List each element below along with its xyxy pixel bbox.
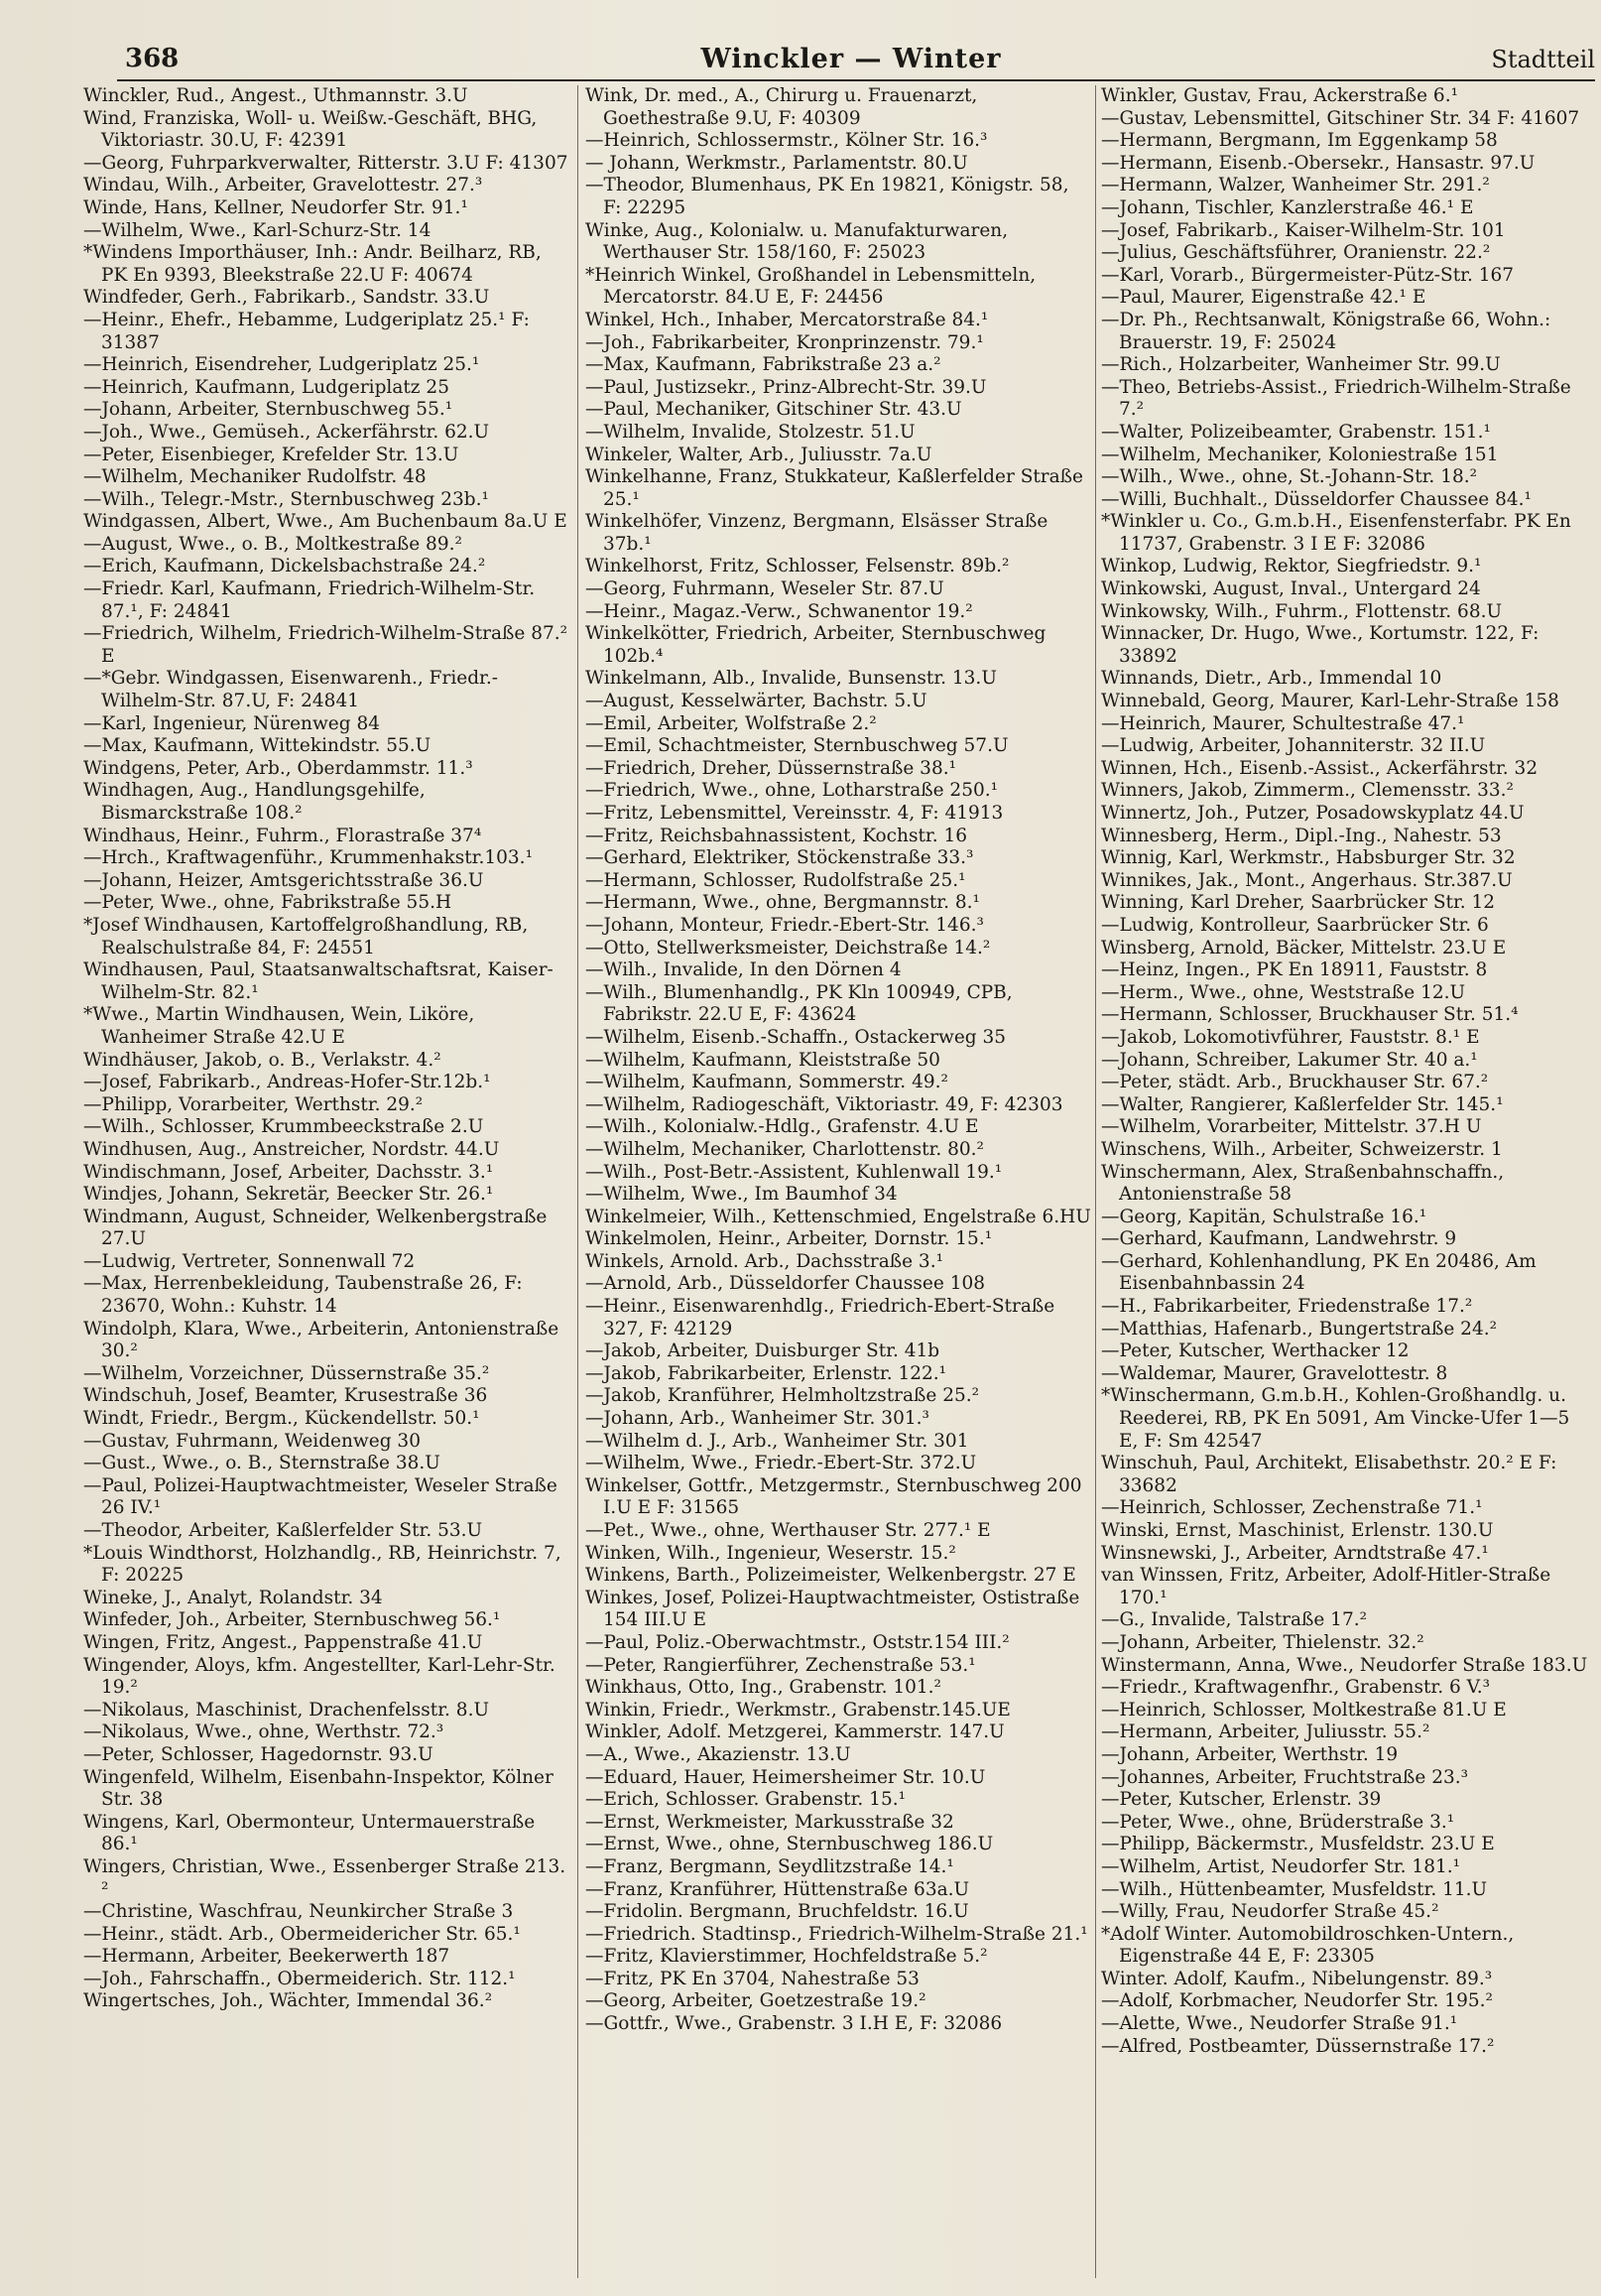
directory-entry: Winckler, Rud., Angest., Uthmannstr. 3.U bbox=[83, 85, 468, 106]
directory-entry: Wingender, Aloys, kfm. Angestellter, Karl-Lehr-Str. 19.² bbox=[83, 1654, 555, 1699]
directory-entry: Windschuh, Josef, Beamter, Krusestraße 36 bbox=[83, 1385, 488, 1407]
directory-entry: Windhaus, Heinr., Fuhrm., Florastraße 37⁴ bbox=[83, 825, 482, 846]
directory-entry: —Georg, Kapitän, Schulstraße 16.¹ bbox=[1101, 1206, 1427, 1227]
directory-entry: —August, Kesselwärter, Bachstr. 5.U bbox=[585, 691, 927, 712]
directory-entry: Winkelmeier, Wilh., Kettenschmied, Engelstraße 6.HU bbox=[585, 1206, 1091, 1227]
directory-entry: —Wilhelm, Vorarbeiter, Mittelstr. 37.H U bbox=[1101, 1116, 1482, 1138]
directory-entry: *Adolf Winter. Automobildroschken-Untern., Eigenstraße 44 E, F: 23305 bbox=[1101, 1923, 1515, 1968]
directory-entry: Winkelmolen, Heinr., Arbeiter, Dornstr. 15.¹ bbox=[585, 1228, 993, 1250]
directory-entry: —Wilhelm, Wwe., Im Baumhof 34 bbox=[585, 1184, 898, 1206]
directory-entry: —Matthias, Hafenarb., Bungertstraße 24.² bbox=[1101, 1318, 1498, 1339]
directory-entry: —Wilh., Hüttenbeamter, Musfeldstr. 11.U bbox=[1101, 1878, 1488, 1900]
directory-entry: —Theodor, Blumenhaus, PK En 19821, Königstr. 58, F: 22295 bbox=[585, 175, 1069, 218]
directory-entry: —Wilhelm, Kaufmann, Kleiststraße 50 bbox=[585, 1049, 940, 1071]
directory-entry: —Josef, Fabrikarb., Andreas-Hofer-Str.12b.¹ bbox=[83, 1072, 491, 1093]
directory-entry: —Wilhelm, Wwe., Friedr.-Ebert-Str. 372.U bbox=[585, 1453, 977, 1474]
directory-entry: —Johann, Arbeiter, Werthstr. 19 bbox=[1101, 1743, 1399, 1765]
directory-entry: —Heinrich, Eisendreher, Ludgeriplatz 25.¹ bbox=[83, 354, 480, 376]
directory-entry: —Johann, Heizer, Amtsgerichtsstraße 36.U bbox=[83, 869, 484, 891]
directory-entry: —August, Wwe., o. B., Moltkestraße 89.² bbox=[83, 533, 462, 555]
directory-entry: —Wilhelm, Vorzeichner, Düssernstraße 35.² bbox=[83, 1362, 490, 1384]
directory-entry: —Otto, Stellwerksmeister, Deichstraße 14.² bbox=[585, 937, 991, 958]
directory-entry: Winkelhorst, Fritz, Schlosser, Felsenstr. 89b.² bbox=[585, 556, 1010, 577]
directory-entry: Winschens, Wilh., Arbeiter, Schweizerstr. 1 bbox=[1101, 1138, 1503, 1160]
directory-entry: —Karl, Ingenieur, Nürenweg 84 bbox=[83, 712, 381, 734]
directory-entry: *Josef Windhausen, Kartoffelgroßhandlung, RB, Realschulstraße 84, F: 24551 bbox=[83, 914, 529, 958]
directory-entry: Windgassen, Albert, Wwe., Am Buchenbaum 8a.U E bbox=[83, 511, 567, 533]
directory-entry: —Hermann, Arbeiter, Juliusstr. 55.² bbox=[1101, 1722, 1430, 1743]
directory-entry: Winnesberg, Herm., Dipl.-Ing., Nahestr. 53 bbox=[1101, 825, 1502, 846]
directory-entry: —Joh., Wwe., Gemüseh., Ackerfährstr. 62.U bbox=[83, 421, 490, 443]
directory-entry: —Theo, Betriebs-Assist., Friedrich-Wilhelm-Straße 7.² bbox=[1101, 376, 1571, 421]
directory-entry: —Arnold, Arb., Düsseldorfer Chaussee 108 bbox=[585, 1273, 985, 1295]
directory-entry: Winnen, Hch., Eisenb.-Assist., Ackerfährstr. 32 bbox=[1101, 757, 1539, 779]
directory-entry: —Georg, Arbeiter, Goetzestraße 19.² bbox=[585, 1990, 926, 2012]
directory-entry: —Wilhelm, Mechaniker Rudolfstr. 48 bbox=[83, 466, 427, 488]
directory-entry: Winkhaus, Otto, Ing., Grabenstr. 101.² bbox=[585, 1677, 941, 1699]
directory-entry: —Ludwig, Kontrolleur, Saarbrücker Str. 6 bbox=[1101, 914, 1489, 936]
directory-entry: —Gustav, Lebensmittel, Gitschiner Str. 34 F: 41607 bbox=[1101, 107, 1580, 129]
directory-entry: Winkens, Barth., Polizeimeister, Welkenbergstr. 27 E bbox=[585, 1565, 1076, 1587]
directory-entry: —Max, Kaufmann, Fabrikstraße 23 a.² bbox=[585, 354, 941, 376]
directory-entry: —Heinrich, Schlosser, Moltkestraße 81.U E bbox=[1101, 1699, 1507, 1721]
directory-entry: —Peter, städt. Arb., Bruckhauser Str. 67.² bbox=[1101, 1072, 1489, 1093]
directory-entry: Winnig, Karl, Werkmstr., Habsburger Str. 32 bbox=[1101, 847, 1516, 869]
directory-entry: Winkel, Hch., Inhaber, Mercatorstraße 84.¹ bbox=[585, 309, 989, 330]
directory-entry: —Fridolin. Bergmann, Bruchfeldstr. 16.U bbox=[585, 1901, 969, 1923]
directory-entry: —A., Wwe., Akazienstr. 13.U bbox=[585, 1743, 851, 1765]
directory-entry: *Louis Windthorst, Holzhandlg., RB, Heinrichstr. 7, F: 20225 bbox=[83, 1542, 561, 1587]
directory-entry: —Johannes, Arbeiter, Fruchtstraße 23.³ bbox=[1101, 1766, 1469, 1788]
directory-entry: —Waldemar, Maurer, Gravelottestr. 8 bbox=[1101, 1362, 1448, 1384]
directory-entry: Wingens, Karl, Obermonteur, Untermauerstraße 86.¹ bbox=[83, 1811, 536, 1855]
directory-entry: —Hermann, Schlosser, Rudolfstraße 25.¹ bbox=[585, 869, 966, 891]
directory-entry: —Jakob, Lokomotivführer, Fauststr. 8.¹ E bbox=[1101, 1026, 1480, 1048]
directory-entry: Winkes, Josef, Polizei-Hauptwachtmeister, Ostistraße 154 III.U E bbox=[585, 1587, 1080, 1631]
directory-entry: —Max, Kaufmann, Wittekindstr. 55.U bbox=[83, 735, 431, 757]
directory-entry: *Heinrich Winkel, Großhandel in Lebensmitteln, Mercatorstr. 84.U E, F: 24456 bbox=[585, 264, 1037, 309]
directory-entry: Winschermann, Alex, Straßenbahnschaffn., Antonienstraße 58 bbox=[1101, 1161, 1505, 1206]
directory-entry: Winstermann, Anna, Wwe., Neudorfer Straße 183.U bbox=[1101, 1654, 1588, 1676]
column-1 bbox=[83, 85, 569, 2278]
directory-entry: —Ludwig, Arbeiter, Johanniterstr. 32 II.U bbox=[1101, 735, 1486, 757]
directory-entry: Winkelkötter, Friedrich, Arbeiter, Sternbuschweg 102b.⁴ bbox=[585, 623, 1047, 667]
directory-entry: Windischmann, Josef, Arbeiter, Dachsstr. 3.¹ bbox=[83, 1161, 494, 1183]
directory-entry: —Wilhelm, Mechaniker, Koloniestraße 151 bbox=[1101, 444, 1499, 465]
directory-entry: Winkop, Ludwig, Rektor, Siegfriedstr. 9.¹ bbox=[1101, 556, 1482, 577]
directory-entry: —Rich., Holzarbeiter, Wanheimer Str. 99.U bbox=[1101, 354, 1501, 376]
directory-entry: —Adolf, Korbmacher, Neudorfer Str. 195.² bbox=[1101, 1990, 1493, 2012]
directory-entry: Windhusen, Aug., Anstreicher, Nordstr. 44.U bbox=[83, 1138, 500, 1160]
directory-entry: Winter. Adolf, Kaufm., Nibelungenstr. 89.³ bbox=[1101, 1968, 1493, 1989]
directory-entry: Winsnewski, J., Arbeiter, Arndtstraße 47.¹ bbox=[1101, 1542, 1489, 1564]
directory-entry: —Heinz, Ingen., PK En 18911, Fauststr. 8 bbox=[1101, 959, 1488, 981]
directory-entry: *Winkler u. Co., G.m.b.H., Eisenfensterfabr. PK En 11737, Grabenstr. 3 I E F: 32086 bbox=[1101, 511, 1571, 555]
directory-entry: Wingenfeld, Wilhelm, Eisenbahn-Inspektor, Kölner Str. 38 bbox=[83, 1766, 554, 1811]
directory-entry: —Friedr. Karl, Kaufmann, Friedrich-Wilhelm-Str. 87.¹, F: 24841 bbox=[83, 578, 536, 622]
directory-entry: —*Gebr. Windgassen, Eisenwarenh., Friedr.-Wilhelm-Str. 87.U, F: 24841 bbox=[83, 668, 498, 712]
directory-entry: Windgens, Peter, Arb., Oberdammstr. 11.³ bbox=[83, 757, 473, 779]
directory-entry: —Hermann, Schlosser, Bruckhauser Str. 51.⁴ bbox=[1101, 1004, 1519, 1026]
directory-entry: —Wilhelm, Mechaniker, Charlottenstr. 80.² bbox=[585, 1138, 984, 1160]
directory-entry: *Wwe., Martin Windhausen, Wein, Liköre, Wanheimer Straße 42.U E bbox=[83, 1004, 475, 1048]
directory-entry: —Johann, Schreiber, Lakumer Str. 40 a.¹ bbox=[1101, 1049, 1478, 1071]
directory-entry: —Karl, Vorarb., Bürgermeister-Pütz-Str. 167 bbox=[1101, 264, 1515, 286]
directory-entry: —Gerhard, Kohlenhandlung, PK En 20486, Am Eisenbahnbassin 24 bbox=[1101, 1250, 1537, 1295]
directory-entry: —Wilh., Wwe., ohne, St.-Johann-Str. 18.² bbox=[1101, 466, 1478, 488]
directory-entry: —Hrch., Kraftwagenführ., Krummenhakstr.103.¹ bbox=[83, 847, 533, 869]
directory-entry: —Eduard, Hauer, Heimersheimer Str. 10.U bbox=[585, 1766, 986, 1788]
directory-entry: Windfeder, Gerh., Fabrikarb., Sandstr. 33.U bbox=[83, 287, 490, 309]
directory-entry: —Peter, Kutscher, Werthacker 12 bbox=[1101, 1340, 1410, 1362]
directory-entry: —Josef, Fabrikarb., Kaiser-Wilhelm-Str. 101 bbox=[1101, 219, 1506, 241]
running-title: Winckler — Winter bbox=[700, 44, 1002, 74]
directory-entry: —Franz, Bergmann, Seydlitzstraße 14.¹ bbox=[585, 1855, 954, 1877]
directory-entry: —Heinr., Ehefr., Hebamme, Ludgeriplatz 25.¹ F: 31387 bbox=[83, 309, 530, 353]
directory-entry: —Paul, Mechaniker, Gitschiner Str. 43.U bbox=[585, 399, 962, 421]
directory-entry: —Fritz, Lebensmittel, Vereinsstr. 4, F: 41913 bbox=[585, 803, 1004, 824]
directory-entry: —Wilh., Invalide, In den Dörnen 4 bbox=[585, 959, 902, 981]
directory-entry: —Friedrich, Dreher, Düssernstraße 38.¹ bbox=[585, 757, 957, 779]
directory-entry: Winnikes, Jak., Mont., Angerhaus. Str.387.U bbox=[1101, 869, 1513, 891]
directory-entry: —Paul, Justizsekr., Prinz-Albrecht-Str. 39.U bbox=[585, 376, 987, 398]
directory-entry: —Heinrich, Schlossermstr., Kölner Str. 16.³ bbox=[585, 130, 988, 152]
directory-entry: —Peter, Kutscher, Erlenstr. 39 bbox=[1101, 1789, 1382, 1811]
directory-entry: —Wilh., Kolonialw.-Hdlg., Grafenstr. 4.U E bbox=[585, 1116, 979, 1138]
directory-entry: —Erich, Schlosser. Grabenstr. 15.¹ bbox=[585, 1789, 907, 1811]
directory-entry: —Emil, Arbeiter, Wolfstraße 2.² bbox=[585, 712, 877, 734]
directory-entry: Winkelmann, Alb., Invalide, Bunsenstr. 13.U bbox=[585, 668, 997, 690]
directory-entry: Winnebald, Georg, Maurer, Karl-Lehr-Straße 158 bbox=[1101, 691, 1559, 712]
directory-entry: Winkelhanne, Franz, Stukkateur, Kaßlerfelder Straße 25.¹ bbox=[585, 466, 1083, 510]
directory-entry: *Windens Importhäuser, Inh.: Andr. Beilharz, RB, PK En 9393, Bleekstraße 22.U F: 40674 bbox=[83, 242, 542, 286]
section-label: Stadtteil bbox=[1491, 46, 1595, 73]
directory-entry: —Johann, Arbeiter, Sternbuschweg 55.¹ bbox=[83, 399, 453, 421]
directory-entry: —Julius, Geschäftsführer, Oranienstr. 22.² bbox=[1101, 242, 1491, 264]
directory-entry: —G., Invalide, Talstraße 17.² bbox=[1101, 1609, 1368, 1631]
directory-entry: —Wilhelm, Radiogeschäft, Viktoriastr. 49, F: 42303 bbox=[585, 1093, 1063, 1115]
directory-entry: Windt, Friedr., Bergm., Kückendellstr. 50.¹ bbox=[83, 1408, 480, 1430]
directory-entry: —Wilhelm, Wwe., Karl-Schurz-Str. 14 bbox=[83, 219, 431, 241]
directory-entry: —Emil, Schachtmeister, Sternbuschweg 57.U bbox=[585, 735, 1009, 757]
directory-entry: Winkelser, Gottfr., Metzgermstr., Sternbuschweg 200 I.U E F: 31565 bbox=[585, 1474, 1082, 1519]
header-rule bbox=[117, 79, 1595, 81]
directory-entry: —Gust., Wwe., o. B., Sternstraße 38.U bbox=[83, 1453, 440, 1474]
directory-entry: Windhagen, Aug., Handlungsgehilfe, Bismarckstraße 108.² bbox=[83, 780, 426, 824]
directory-entry: Winkowski, August, Inval., Untergard 24 bbox=[1101, 578, 1481, 600]
directory-entry: —Hermann, Wwe., ohne, Bergmannstr. 8.¹ bbox=[585, 892, 980, 914]
directory-entry: —Heinr., Magaz.-Verw., Schwanentor 19.² bbox=[585, 600, 973, 622]
directory-entry: Winski, Ernst, Maschinist, Erlenstr. 130.U bbox=[1101, 1520, 1494, 1541]
column-2 bbox=[585, 85, 1091, 2278]
directory-entry: Wind, Franziska, Woll- u. Weißw.-Geschäft, BHG, Viktoriastr. 30.U, F: 42391 bbox=[83, 107, 538, 152]
directory-entry: Winkels, Arnold. Arb., Dachsstraße 3.¹ bbox=[585, 1250, 944, 1272]
directory-entry: Windau, Wilh., Arbeiter, Gravelottestr. 27.³ bbox=[83, 175, 483, 196]
directory-entry: —Alette, Wwe., Neudorfer Straße 91.¹ bbox=[1101, 2013, 1458, 2035]
directory-entry: —Dr. Ph., Rechtsanwalt, Königstraße 66, Wohn.: Brauerstr. 19, F: 25024 bbox=[1101, 309, 1551, 353]
directory-entry: —Peter, Wwe., ohne, Fabrikstraße 55.H bbox=[83, 892, 452, 914]
directory-entry: —Wilh., Post-Betr.-Assistent, Kuhlenwall 19.¹ bbox=[585, 1161, 1003, 1183]
directory-entry: —Pet., Wwe., ohne, Werthauser Str. 277.¹ E bbox=[585, 1520, 991, 1541]
directory-entry: —Heinrich, Schlosser, Zechenstraße 71.¹ bbox=[1101, 1497, 1483, 1519]
directory-entry: Winnands, Dietr., Arb., Immendal 10 bbox=[1101, 668, 1442, 690]
directory-entry: Winkler, Adolf. Metzgerei, Kammerstr. 147.U bbox=[585, 1722, 1005, 1743]
directory-entry: Winschuh, Paul, Architekt, Elisabethstr. 20.² E F: 33682 bbox=[1101, 1453, 1557, 1496]
directory-entry: —Erich, Kaufmann, Dickelsbachstraße 24.² bbox=[83, 556, 486, 577]
directory-entry: Winfeder, Joh., Arbeiter, Sternbuschweg 56.¹ bbox=[83, 1609, 501, 1631]
directory-entry: —Friedrich, Wwe., ohne, Lotharstraße 250.¹ bbox=[585, 780, 999, 802]
directory-entry: Winkeler, Walter, Arb., Juliusstr. 7a.U bbox=[585, 444, 932, 465]
directory-entry: —Walter, Polizeibeamter, Grabenstr. 151.¹ bbox=[1101, 421, 1491, 443]
directory-entry: —Fritz, Reichsbahnassistent, Kochstr. 16 bbox=[585, 825, 968, 846]
directory-entry: —Wilhelm, Kaufmann, Sommerstr. 49.² bbox=[585, 1072, 948, 1093]
directory-entry: Winners, Jakob, Zimmerm., Clemensstr. 33.² bbox=[1101, 780, 1514, 802]
directory-entry: —Johann, Arbeiter, Thielenstr. 32.² bbox=[1101, 1631, 1424, 1653]
directory-entry: —Willy, Frau, Neudorfer Straße 45.² bbox=[1101, 1901, 1439, 1923]
directory-entry: —Heinrich, Maurer, Schultestraße 47.¹ bbox=[1101, 712, 1465, 734]
directory-entry: Winkowsky, Wilh., Fuhrm., Flottenstr. 68.U bbox=[1101, 600, 1503, 622]
column-divider bbox=[577, 85, 578, 2278]
directory-entry: —Georg, Fuhrparkverwalter, Ritterstr. 3.U F: 41307 bbox=[83, 152, 568, 174]
directory-entry: —Wilhelm, Eisenb.-Schaffn., Ostackerweg 35 bbox=[585, 1026, 1007, 1048]
directory-entry: Wingertsches, Joh., Wächter, Immendal 36.² bbox=[83, 1990, 493, 2012]
directory-entry: —Ernst, Werkmeister, Markusstraße 32 bbox=[585, 1811, 954, 1833]
directory-entry: —Jakob, Fabrikarbeiter, Erlenstr. 122.¹ bbox=[585, 1362, 947, 1384]
directory-entry: —Peter, Eisenbieger, Krefelder Str. 13.U bbox=[83, 444, 459, 465]
directory-entry: —Hermann, Eisenb.-Obersekr., Hansastr. 97.U bbox=[1101, 152, 1536, 174]
directory-entry: —Gottfr., Wwe., Grabenstr. 3 I.H E, F: 32086 bbox=[585, 2013, 1003, 2035]
page-number: 368 bbox=[125, 44, 180, 73]
directory-entry: Winkler, Gustav, Frau, Ackerstraße 6.¹ bbox=[1101, 85, 1459, 106]
directory-entry: —Fritz, PK En 3704, Nahestraße 53 bbox=[585, 1968, 920, 1989]
directory-entry: —Gustav, Fuhrmann, Weidenweg 30 bbox=[83, 1430, 421, 1452]
directory-entry: —Walter, Rangierer, Kaßlerfelder Str. 145.¹ bbox=[1101, 1093, 1504, 1115]
directory-entry: Winde, Hans, Kellner, Neudorfer Str. 91.¹ bbox=[83, 196, 468, 218]
directory-entry: —Peter, Wwe., ohne, Brüderstraße 3.¹ bbox=[1101, 1811, 1455, 1833]
directory-entry: —Philipp, Vorarbeiter, Werthstr. 29.² bbox=[83, 1093, 424, 1115]
directory-entry: Winkin, Friedr., Werkmstr., Grabenstr.145.UE bbox=[585, 1699, 1011, 1721]
directory-entry: —Johann, Monteur, Friedr.-Ebert-Str. 146.³ bbox=[585, 914, 984, 936]
directory-entry: Winning, Karl Dreher, Saarbrücker Str. 12 bbox=[1101, 892, 1496, 914]
directory-entry: —Georg, Fuhrmann, Weseler Str. 87.U bbox=[585, 578, 944, 600]
column-divider bbox=[1095, 85, 1096, 2278]
directory-entry: Winkelhöfer, Vinzenz, Bergmann, Elsässer Straße 37b.¹ bbox=[585, 511, 1048, 555]
directory-entry: —Heinr., städt. Arb., Obermeidericher Str. 65.¹ bbox=[83, 1923, 521, 1945]
directory-entry: —Friedrich, Wilhelm, Friedrich-Wilhelm-Straße 87.² E bbox=[83, 623, 568, 667]
directory-entry: —Heinrich, Kaufmann, Ludgeriplatz 25 bbox=[83, 376, 449, 398]
directory-entry: Windhäuser, Jakob, o. B., Verlakstr. 4.² bbox=[83, 1049, 441, 1071]
directory-entry: —Herm., Wwe., ohne, Weststraße 12.U bbox=[1101, 981, 1466, 1003]
directory-entry: —Joh., Fahrschaffn., Obermeiderich. Str. 112.¹ bbox=[83, 1968, 516, 1989]
column-3 bbox=[1101, 85, 1593, 2278]
directory-entry: —Franz, Kranführer, Hüttenstraße 63a.U bbox=[585, 1878, 970, 1900]
directory-entry: —Christine, Waschfrau, Neunkircher Straße 3 bbox=[83, 1901, 514, 1923]
directory-entry: —Max, Herrenbekleidung, Taubenstraße 26, F: 23670, Wohn.: Kuhstr. 14 bbox=[83, 1273, 523, 1318]
directory-entry: —Wilh., Schlosser, Krummbeeckstraße 2.U bbox=[83, 1116, 484, 1138]
directory-entry: —Gerhard, Kaufmann, Landwehrstr. 9 bbox=[1101, 1228, 1457, 1250]
directory-entry: —Philipp, Bäckermstr., Musfeldstr. 23.U E bbox=[1101, 1834, 1495, 1855]
directory-entry: —Joh., Fabrikarbeiter, Kronprinzenstr. 79.¹ bbox=[585, 331, 984, 353]
directory-entry: Winken, Wilh., Ingenieur, Weserstr. 15.² bbox=[585, 1542, 956, 1564]
directory-entry: —Wilhelm, Artist, Neudorfer Str. 181.¹ bbox=[1101, 1855, 1461, 1877]
directory-entry: Winsberg, Arnold, Bäcker, Mittelstr. 23.U E bbox=[1101, 937, 1507, 958]
directory-entry: —Gerhard, Elektriker, Stöckenstraße 33.³ bbox=[585, 847, 974, 869]
directory-entry: —Peter, Schlosser, Hagedornstr. 93.U bbox=[83, 1743, 433, 1765]
page-header bbox=[117, 44, 1595, 83]
directory-entry: —Paul, Poliz.-Oberwachtmstr., Oststr.154 III.² bbox=[585, 1631, 1010, 1653]
directory-entry: —Jakob, Arbeiter, Duisburger Str. 41b bbox=[585, 1340, 940, 1362]
directory-entry: —Hermann, Walzer, Wanheimer Str. 291.² bbox=[1101, 175, 1490, 196]
directory-entry: van Winssen, Fritz, Arbeiter, Adolf-Hitler-Straße 170.¹ bbox=[1101, 1565, 1551, 1608]
directory-entry: —Theodor, Arbeiter, Kaßlerfelder Str. 53.U bbox=[83, 1520, 483, 1541]
directory-entry: Windhausen, Paul, Staatsanwaltschaftsrat, Kaiser-Wilhelm-Str. 82.¹ bbox=[83, 959, 554, 1003]
directory-entry: —Alfred, Postbeamter, Düssernstraße 17.² bbox=[1101, 2035, 1495, 2057]
directory-entry: —Johann, Arb., Wanheimer Str. 301.³ bbox=[585, 1408, 929, 1430]
directory-entry: Wink, Dr. med., A., Chirurg u. Frauenarzt, Goethestraße 9.U, F: 40309 bbox=[585, 85, 978, 129]
directory-entry: *Winschermann, G.m.b.H., Kohlen-Großhandlg. u. Reederei, RB, PK En 5091, Am Vincke-Ufer 1—5 E, F: Sm 42547 bbox=[1101, 1385, 1570, 1452]
directory-entry: —Heinr., Eisenwarenhdlg., Friedrich-Ebert-Straße 327, F: 42129 bbox=[585, 1296, 1055, 1339]
directory-entry: —Ernst, Wwe., ohne, Sternbuschweg 186.U bbox=[585, 1834, 994, 1855]
directory-entry: —Nikolaus, Maschinist, Drachenfelsstr. 8.U bbox=[83, 1699, 490, 1721]
directory-entry: —Wilh., Blumenhandlg., PK Kln 100949, CPB, Fabrikstr. 22.U E, F: 43624 bbox=[585, 981, 1013, 1026]
directory-entry: —Wilh., Telegr.-Mstr., Sternbuschweg 23b.¹ bbox=[83, 488, 489, 510]
directory-entry: —Johann, Tischler, Kanzlerstraße 46.¹ E bbox=[1101, 196, 1474, 218]
directory-entry: —Paul, Maurer, Eigenstraße 42.¹ E bbox=[1101, 287, 1426, 309]
directory-entry: —Willi, Buchhalt., Düsseldorfer Chaussee 84.¹ bbox=[1101, 488, 1532, 510]
directory-entry: —Friedr., Kraftwagenfhr., Grabenstr. 6 V.³ bbox=[1101, 1677, 1491, 1699]
directory-entry: —Hermann, Bergmann, Im Eggenkamp 58 bbox=[1101, 130, 1498, 152]
directory-entry: Wingen, Fritz, Angest., Pappenstraße 41.U bbox=[83, 1631, 483, 1653]
directory-entry: —Hermann, Arbeiter, Beekerwerth 187 bbox=[83, 1946, 450, 1968]
directory-entry: —Ludwig, Vertreter, Sonnenwall 72 bbox=[83, 1250, 416, 1272]
directory-entry: —Fritz, Klavierstimmer, Hochfeldstraße 5.² bbox=[585, 1946, 988, 1968]
directory-entry: Winke, Aug., Kolonialw. u. Manufakturwaren, Werthauser Str. 158/160, F: 25023 bbox=[585, 219, 1009, 264]
directory-entry: —H., Fabrikarbeiter, Friedenstraße 17.² bbox=[1101, 1296, 1473, 1318]
directory-entry: Windmann, August, Schneider, Welkenbergstraße 27.U bbox=[83, 1206, 548, 1250]
directory-entry: Wingers, Christian, Wwe., Essenberger Straße 213. ² bbox=[83, 1855, 566, 1900]
directory-entry: Wineke, J., Analyt, Rolandstr. 34 bbox=[83, 1587, 383, 1608]
directory-entry: —Friedrich. Stadtinsp., Friedrich-Wilhelm-Straße 21.¹ bbox=[585, 1923, 1088, 1945]
directory-entry: Windolph, Klara, Wwe., Arbeiterin, Antonienstraße 30.² bbox=[83, 1318, 559, 1362]
directory-entry: —Wilhelm d. J., Arb., Wanheimer Str. 301 bbox=[585, 1430, 969, 1452]
directory-entry: —Paul, Polizei-Hauptwachtmeister, Weseler Straße 26 IV.¹ bbox=[83, 1474, 557, 1519]
directory-entry: —Peter, Rangierführer, Zechenstraße 53.¹ bbox=[585, 1654, 976, 1676]
directory-entry: —Wilhelm, Invalide, Stolzestr. 51.U bbox=[585, 421, 916, 443]
directory-entry: Winnertz, Joh., Putzer, Posadowskyplatz 44.U bbox=[1101, 803, 1525, 824]
directory-entry: —Nikolaus, Wwe., ohne, Werthstr. 72.³ bbox=[83, 1722, 444, 1743]
directory-entry: Winnacker, Dr. Hugo, Wwe., Kortumstr. 122, F: 33892 bbox=[1101, 623, 1539, 667]
directory-entry: —Jakob, Kranführer, Helmholtzstraße 25.² bbox=[585, 1385, 980, 1407]
directory-entry: — Johann, Werkmstr., Parlamentstr. 80.U bbox=[585, 152, 968, 174]
directory-entry: Windjes, Johann, Sekretär, Beecker Str. 26.¹ bbox=[83, 1184, 494, 1206]
